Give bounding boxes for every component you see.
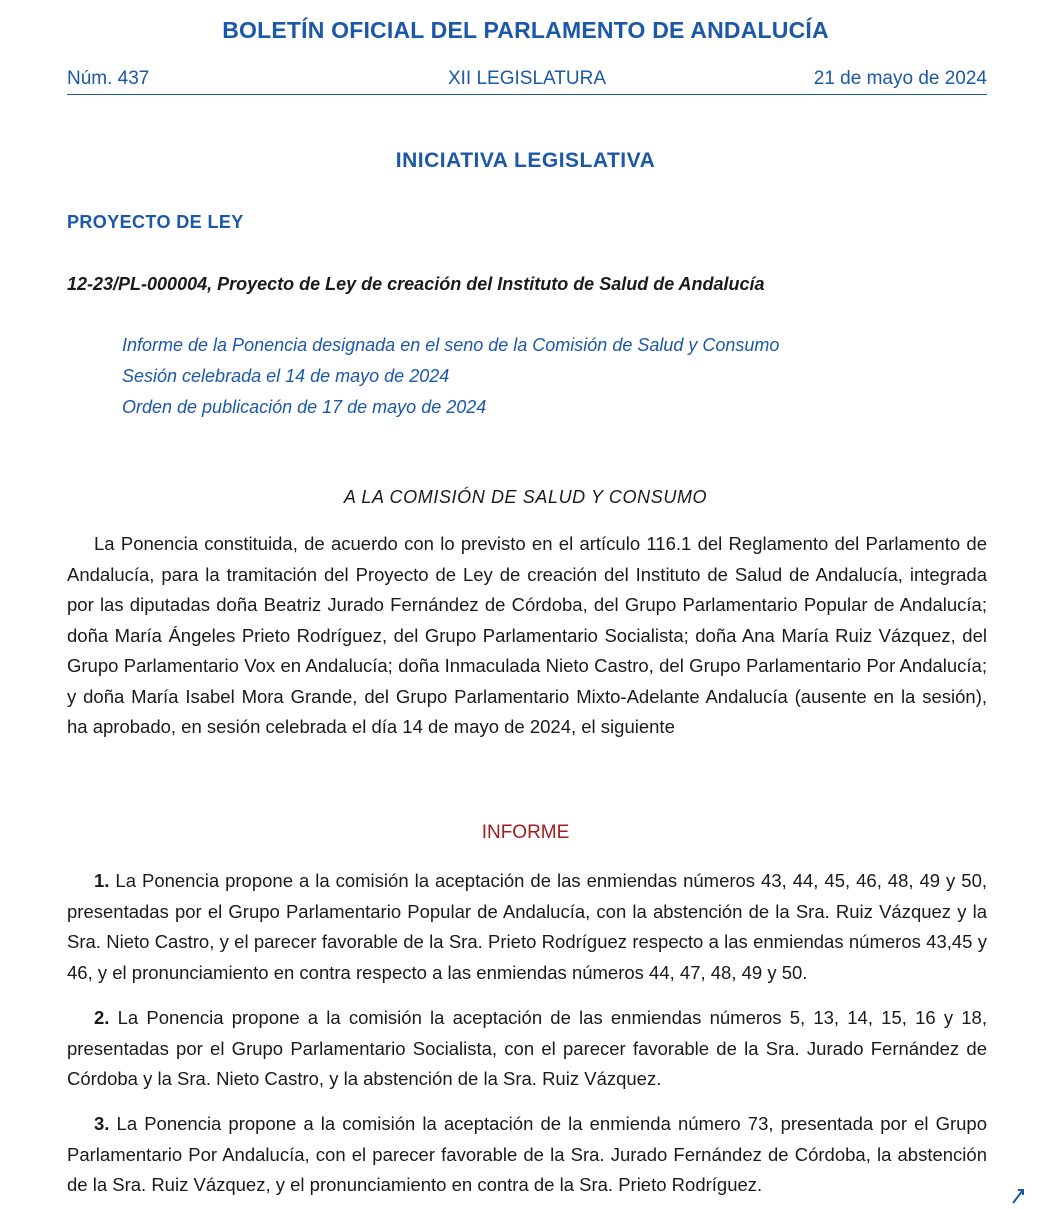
legislature: XII LEGISLATURA: [447, 68, 607, 89]
section-title: INICIATIVA LEGISLATIVA: [395, 149, 656, 172]
item-text: La Ponencia propone a la comisión la aceptación de las enmiendas números 5, 13, 14, 15, 16 y 18, presentadas por el Grupo Parlamentario Socialista, con el parecer favorable de la Sra. Jurado Fernández de Córdoba y la Sra. Nieto Castro, y la abstención de la Sra. Ruiz Vázquez.: [67, 1007, 987, 1089]
report-item: [67, 1109, 987, 1201]
document-reference: 12-23/PL-000004, Proyecto de Ley de creación del Instituto de Salud de Andalucía: [67, 274, 765, 294]
report-item: [67, 1003, 987, 1095]
page-corner-icon: [1011, 1186, 1025, 1204]
issue-header: [67, 68, 987, 95]
item-number: 2.: [94, 1007, 110, 1028]
intro-paragraph: La Ponencia constituida, de acuerdo con lo previsto en el artículo 116.1 del Reglamento del Parlamento de Andalucía, para la tramitación del Proyecto de Ley de creación del Instituto de Salud de Andalucía, integrada por las diputadas doña Beatriz Jurado Fernández de Córdoba, del Grupo Parlamentario Popular de Andalucía; doña María Ángeles Prieto Rodríguez, del Grupo Parlamentario Socialista; doña Ana María Ruiz Vázquez, del Grupo Parlamentario Vox en Andalucía; doña Inmaculada Nieto Castro, del Grupo Parlamentario Por Andalucía; y doña María Isabel Mora Grande, del Grupo Parlamentario Mixto-Adelante Andalucía (ausente en la sesión), ha aprobado, en sesión celebrada el día 14 de mayo de 2024, el siguiente: [67, 533, 987, 737]
item-number: 1.: [94, 870, 110, 891]
item-number: 3.: [94, 1113, 110, 1134]
subsection-title: PROYECTO DE LEY: [67, 212, 244, 232]
session-line: Sesión celebrada el 14 de mayo de 2024: [122, 366, 450, 386]
item-text: La Ponencia propone a la comisión la aceptación de las enmiendas números 43, 44, 45, 46, 48, 49 y 50, presentadas por el Grupo Parlamentario Popular de Andalucía, con la abstención de la Sra. Ruiz Vázquez y la Sra. Nieto Castro, y el parecer favorable de la Sra. Prieto Rodríguez respecto a las enmiendas números 43,45 y 46, y el pronunciamiento en contra respecto a las enmiendas números 44, 47, 48, 49 y 50.: [67, 870, 987, 983]
publication-order-line: Orden de publicación de 17 de mayo de 2024: [122, 397, 487, 417]
report-item: [67, 866, 987, 988]
item-text: La Ponencia propone a la comisión la aceptación de la enmienda número 73, presentada por el Grupo Parlamentario Por Andalucía, con el parecer favorable de la Sra. Jurado Fernández de Córdoba, la abstención de la Sra. Ruiz Vázquez, y el pronunciamiento en contra de la Sra. Prieto Rodríguez.: [67, 1113, 987, 1195]
publication-title: BOLETÍN OFICIAL DEL PARLAMENTO DE ANDALUCÍA: [222, 17, 829, 43]
report-title: INFORME: [481, 822, 570, 843]
issue-date: 21 de mayo de 2024: [813, 68, 987, 89]
addressee: A LA COMISIÓN DE SALUD Y CONSUMO: [343, 487, 708, 507]
report-line: Informe de la Ponencia designada en el seno de la Comisión de Salud y Consumo: [122, 335, 780, 355]
issue-number: Núm. 437: [67, 68, 150, 89]
